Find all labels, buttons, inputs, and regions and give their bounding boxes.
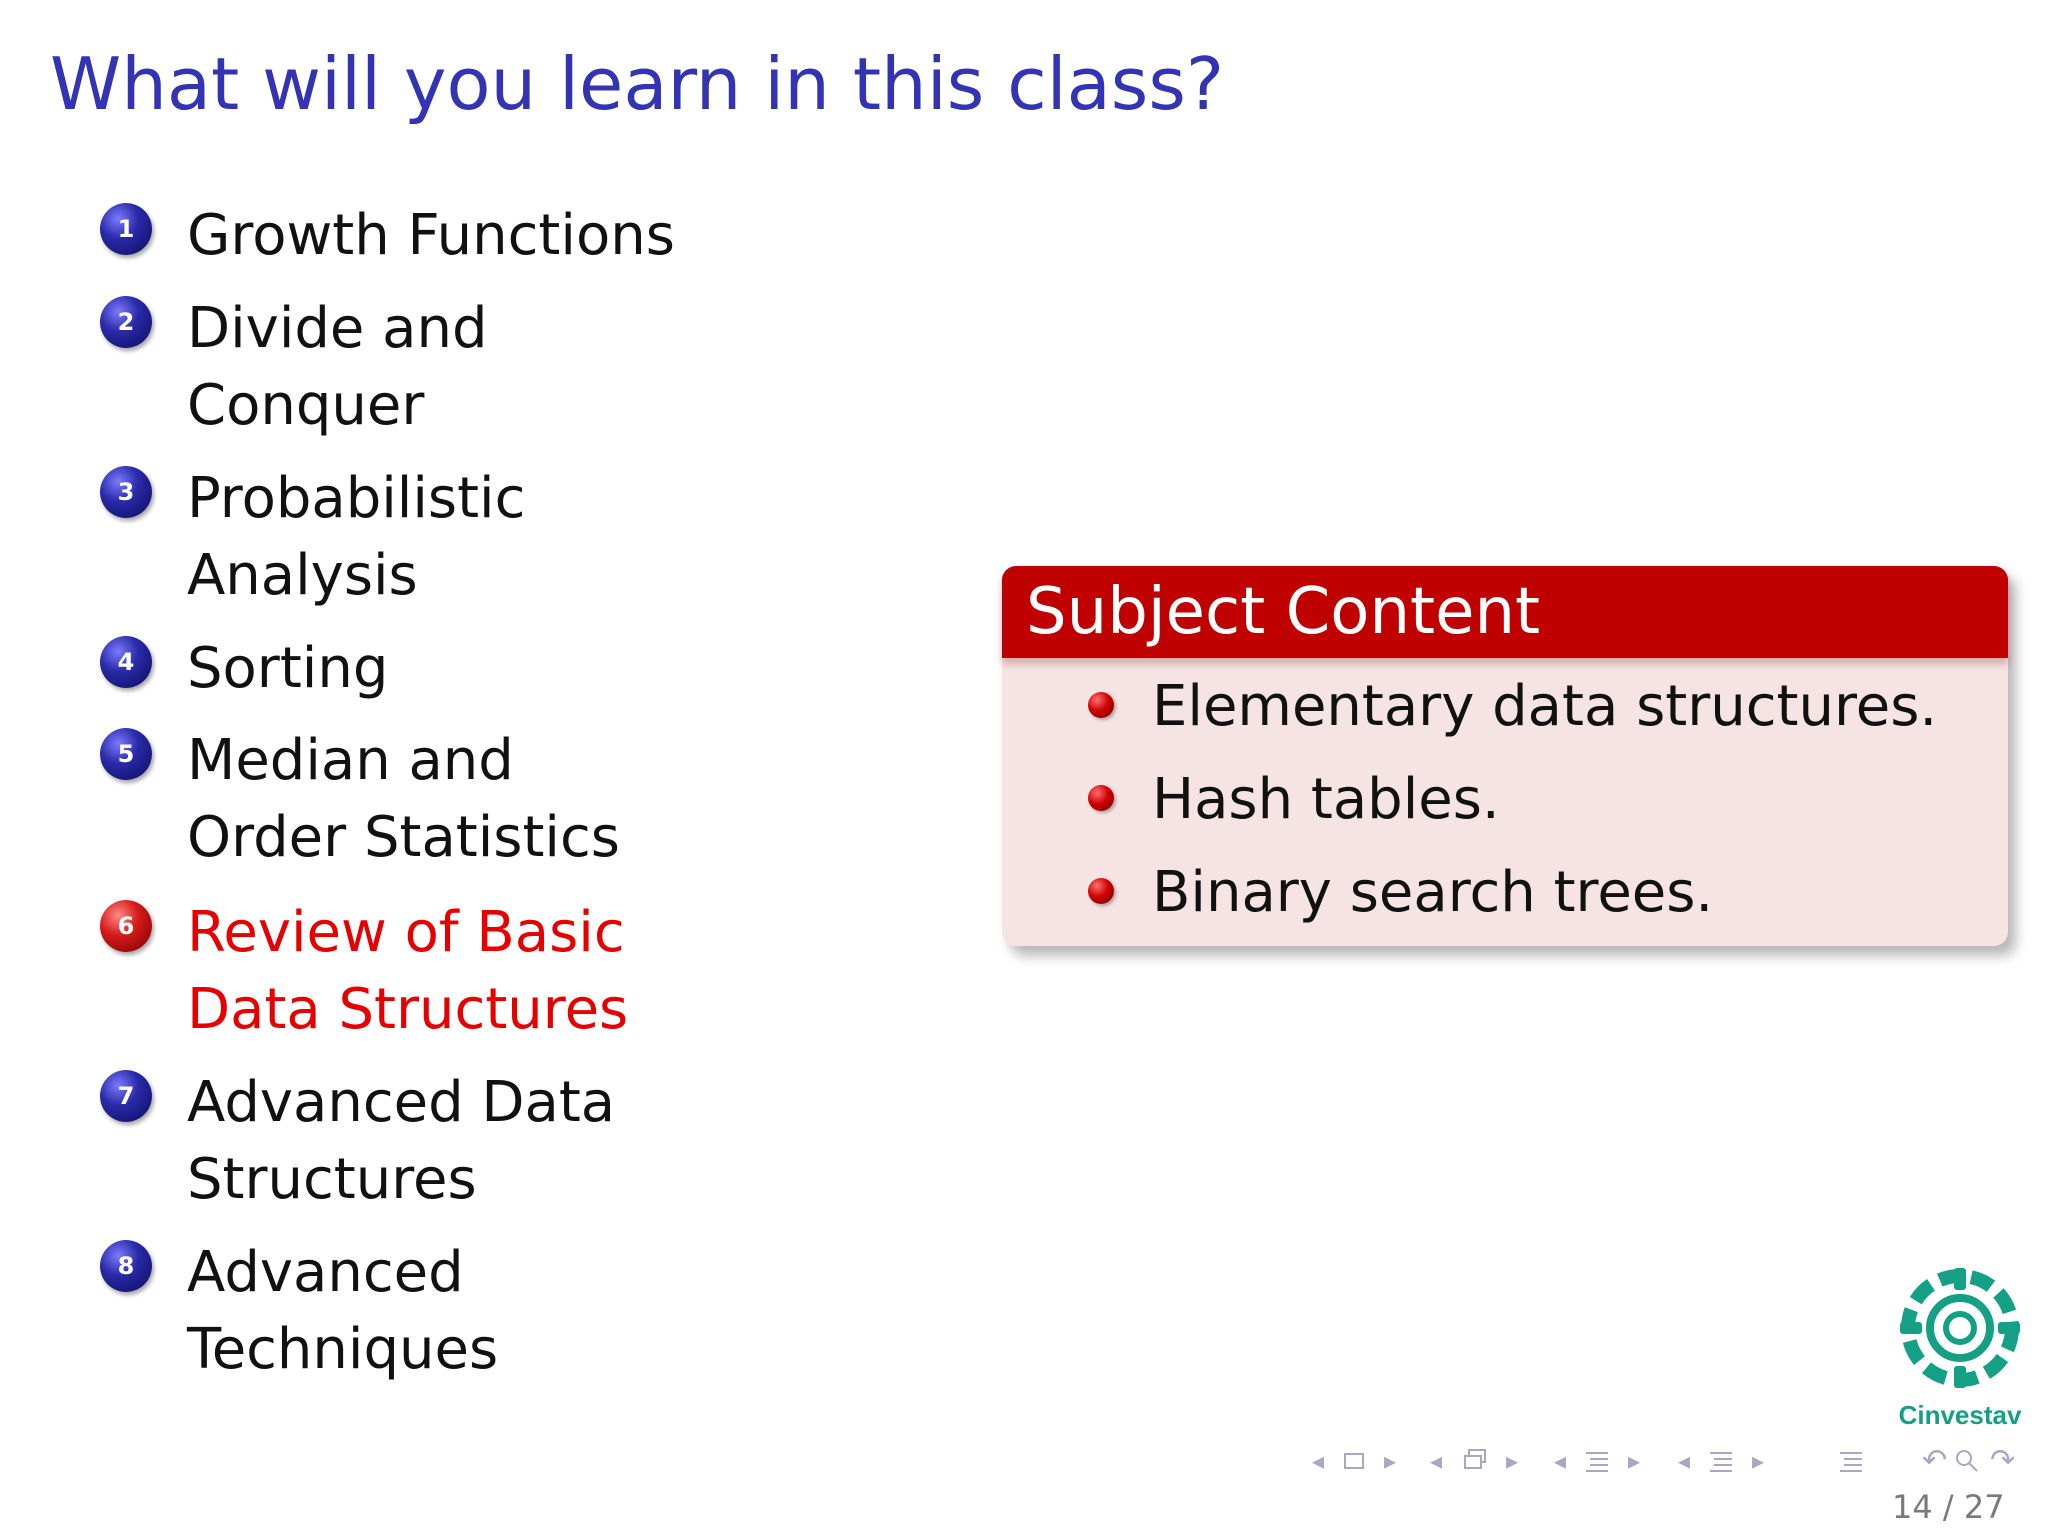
section-icon[interactable] bbox=[1584, 1441, 1610, 1481]
topic-label: Growth Functions bbox=[187, 203, 675, 268]
topic-label: Divide and Conquer bbox=[187, 296, 488, 438]
topic-label: Sorting bbox=[187, 636, 389, 701]
nav-prev-icon[interactable]: ◂ bbox=[1430, 1447, 1443, 1475]
subject-content-block bbox=[1002, 566, 2008, 946]
section-icon[interactable] bbox=[1708, 1441, 1734, 1481]
topic-label: Probabilistic Analysis bbox=[187, 466, 526, 608]
search-icon[interactable] bbox=[1954, 1441, 1980, 1481]
nav-next-icon[interactable]: ▸ bbox=[1752, 1447, 1765, 1475]
bullet-icon bbox=[1088, 878, 1114, 904]
slide-title: What will you learn in this class? bbox=[50, 42, 1225, 126]
block-title: Subject Content bbox=[1026, 575, 1541, 649]
nav-prev-icon[interactable]: ◂ bbox=[1312, 1447, 1325, 1475]
block-header bbox=[1002, 566, 2008, 658]
toc-icon[interactable] bbox=[1838, 1441, 1864, 1481]
back-icon[interactable]: ↶ bbox=[1922, 1443, 1948, 1478]
topic-label-current: Review of Basic Data Structures bbox=[187, 900, 629, 1042]
frame-icon[interactable] bbox=[1342, 1441, 1366, 1481]
bullet-icon bbox=[1088, 692, 1114, 718]
topic-label: Median and Order Statistics bbox=[187, 728, 620, 870]
topic-list bbox=[0, 0, 760, 1536]
topic-number-badge: 8 bbox=[100, 1240, 152, 1292]
topic-label: Advanced Data Structures bbox=[187, 1070, 616, 1212]
nav-next-icon[interactable]: ▸ bbox=[1506, 1447, 1519, 1475]
topic-number-badge: 2 bbox=[100, 296, 152, 348]
block-item-text: Elementary data structures. bbox=[1152, 674, 1938, 739]
topic-number-badge: 1 bbox=[100, 203, 152, 255]
page-number: 14 / 27 bbox=[1892, 1488, 2005, 1526]
block-item-text: Hash tables. bbox=[1152, 767, 1500, 832]
beamer-navigation-bar bbox=[1300, 1441, 2030, 1481]
topic-number-badge: 4 bbox=[100, 636, 152, 688]
bullet-icon bbox=[1088, 785, 1114, 811]
cinvestav-logo bbox=[1890, 1262, 2030, 1444]
block-item-text: Binary search trees. bbox=[1152, 860, 1714, 925]
subsection-icon[interactable] bbox=[1460, 1441, 1490, 1481]
nav-prev-icon[interactable]: ◂ bbox=[1554, 1447, 1567, 1475]
topic-number-badge: 3 bbox=[100, 466, 152, 518]
nav-next-icon[interactable]: ▸ bbox=[1628, 1447, 1641, 1475]
topic-number-badge: 7 bbox=[100, 1070, 152, 1122]
topic-label: Advanced Techniques bbox=[187, 1240, 499, 1382]
nav-next-icon[interactable]: ▸ bbox=[1384, 1447, 1397, 1475]
logo-text: Cinvestav bbox=[1898, 1400, 2022, 1430]
forward-icon[interactable]: ↷ bbox=[1990, 1443, 2016, 1478]
nav-prev-icon[interactable]: ◂ bbox=[1678, 1447, 1691, 1475]
topic-number-badge: 5 bbox=[100, 728, 152, 780]
cinvestav-emblem-icon bbox=[1890, 1262, 2030, 1398]
topic-number-badge: 6 bbox=[100, 900, 152, 952]
